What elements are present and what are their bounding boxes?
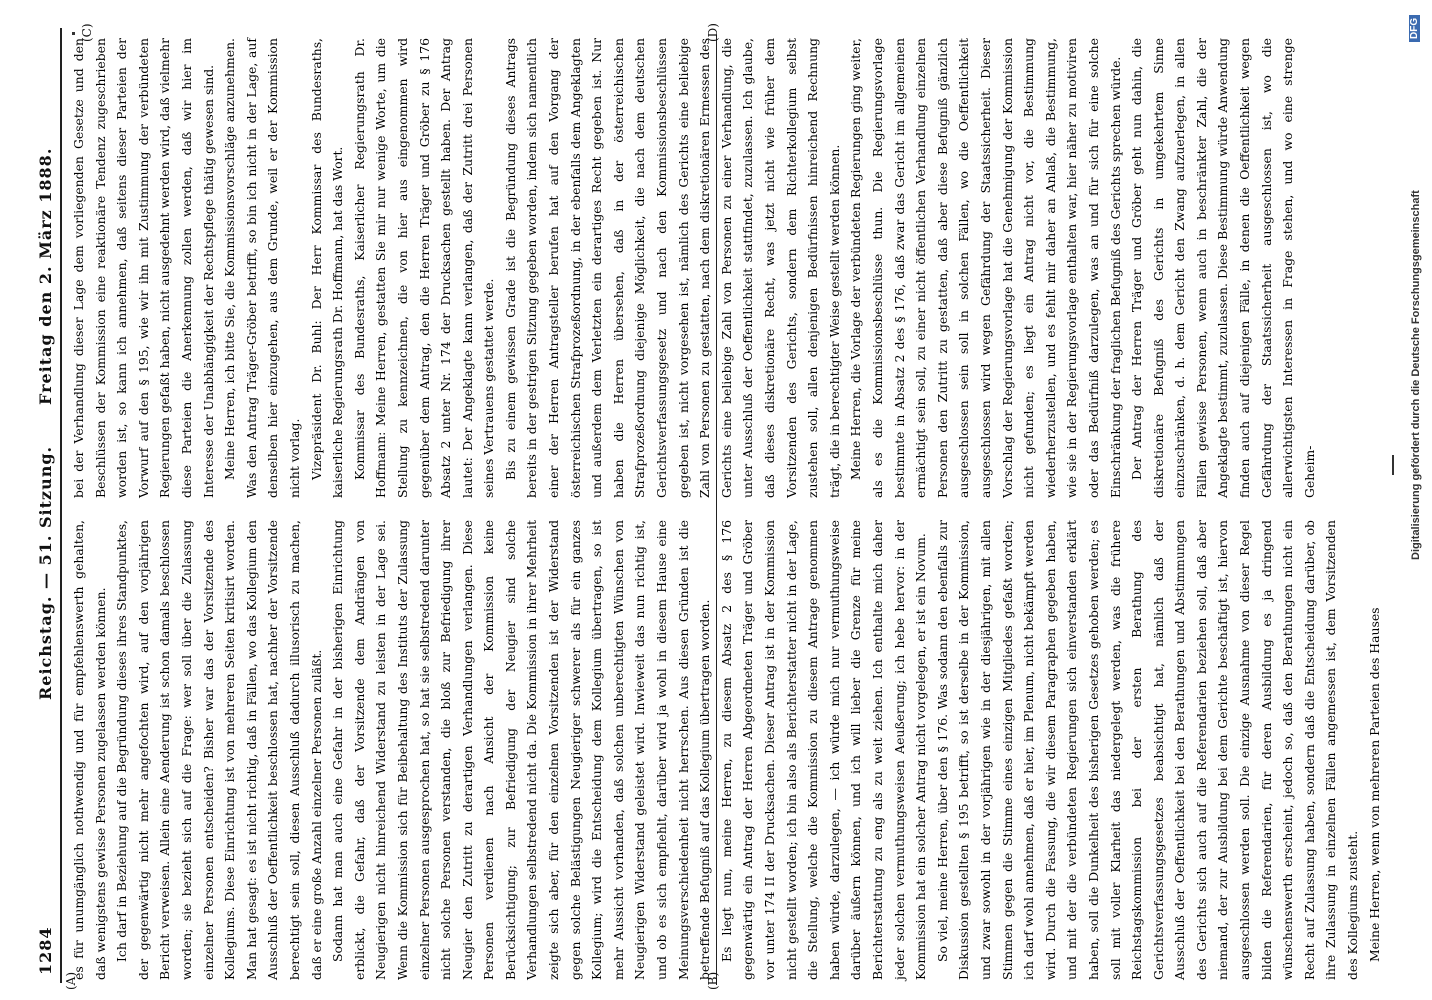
left-column xyxy=(68,520,1382,980)
scan-speck xyxy=(1392,455,1394,475)
right-paragraph: bei der Verhandlung dieser Lage dem vorliegenden Gesetze und den Beschlüssen der Kommission eine reaktionäre Tendenz zugeschrieben worden ist, so kann ich annehmen, daß seitens dieser Parteien der Vorwurf auf den § 195, wie wir ihn mit Zustimmung der verbündeten Regierungen gefaßt haben, nicht ausgedehnt werden wird, daß vielmehr diese Parteien die Anerkennung zollen werden, daß wir hier im Interesse der Unabhängigkeit der Rechtspflege thätig gewesen sind. xyxy=(71,38,216,498)
right-paragraph: Meine Herren, ich bitte Sie, die Kommissionsvorschläge anzunehmen. Was den Antrag Träger-Gröber betrifft, so bin ich nicht in der Lage, auf denselben hier einzugehen, aus dem Grunde, weil er der Kommission nicht vorlag. xyxy=(222,38,302,498)
left-paragraph: Meine Herren, wenn von mehreren Parteien des Hauses xyxy=(1366,607,1382,962)
right-column xyxy=(68,38,1317,498)
digitization-note xyxy=(1410,190,1422,560)
right-paragraph: Vizepräsident Dr. Buhl: Der Herr Kommissar des Bundesraths, kaiserliche Regierungsrath Dr. Hoffmann, hat das Wort. xyxy=(308,38,346,498)
date-line: Freitag den 2. März 1888. xyxy=(36,147,55,405)
right-paragraph: Der Antrag der Herren Träger und Gröber geht nun dahin, die diskretionäre Befugniß des Gerichts in umgekehrtem Sinne einzuschränken, d. h. dem Gericht den Zwang aufzuerlegen, in allen Fällen gewisse Personen, wenn auch in beschränkter Zahl, die der Angeklagte bestimmt, zuzulassen. Diese Bestimmung würde Anwendung finden auch auf diejenigen Fälle, in denen die Oeffentlichkeit wegen Gefährdung der Staatssicherheit ausgeschlossen ist, wo die allerwichtigsten Interessen in Frage stehen, und wo eine strenge Geheim- xyxy=(1129,38,1317,498)
right-paragraph: Kommissar des Bundesraths, Kaiserlicher Regierungsrath Dr. Hoffmann: Meine Herren, gestatten Sie mir nur wenige Worte, um die Stellung zu kennzeichnen, die von hier aus eingenommen wird gegenüber dem Antrag, den die Herren Träger und Gröber zu § 176 Absatz 2 unter Nr. 174 der Drucksachen gestellt haben. Der Antrag lautet: Der Angeklagte kann verlangen, daß der Zutritt drei Personen seines Vertrauens gestattet werde. xyxy=(351,38,497,498)
section-title: Reichstag. — 51. Sitzung. xyxy=(36,445,55,700)
right-paragraph: Bis zu einem gewissen Grade ist die Begründung dieses Antrags bereits in der gestrigen Sitzung gegeben worden, indem sich namentlich einer der Herren Antragsteller berufen hat auf den Vorgang der österreichischen Strafprozeßordnung, in der ebenfalls dem Angeklagten und außerdem dem Verletzten ein derartiges Recht gegeben ist. Nur haben die Herren übersehen, daß in der österreichischen Strafprozeßordnung diejenige Möglichkeit, die nach dem deutschen Gerichtsverfassungsgesetz und nach den Kommissionsbeschlüssen gegeben ist, nicht vorgesehen ist, nämlich des Gerichts eine beliebige Zahl von Personen zu gestatten, nach dem diskretionären Ermessen des Gerichts eine beliebige Zahl von Personen zu einer Verhandlung, die unter Ausschluß der Oeffentlichkeit stattfindet, zuzulassen. Ich glaube, daß dieses diskretionäre Recht, was jetzt nicht wie früher dem Vorsitzenden des Gerichts, sondern dem Richterkollegium selbst zustehen soll, allen denjenigen Bedürfnissen hinreichend Rechnung trägt, die in berechtigter Weise gestellt werden können. xyxy=(502,38,842,498)
left-paragraph: Ich darf in Beziehung auf die Begründung dieses ihres Standpunktes, der gegenwärtig nicht mehr angefochten wird, auf den vorjährigen Bericht verweisen. Allein eine Aenderung ist schon damals beschlossen worden; sie bezieht sich auf die Frage: wer soll über die Zulassung einzelner Personen entscheiden? Bisher war das der Vorsitzende des Kollegiums. Diese Einrichtung ist von mehreren Seiten kritisirt worden. Man hat gesagt: es ist nicht richtig, daß in Fällen, wo das Kollegium den Ausschluß der Oeffentlichkeit beschlossen hat, nachher der Vorsitzende berechtigt sein soll, diesen Ausschluß dadurch illusorisch zu machen, daß er eine große Anzahl einzelner Personen zuläßt. xyxy=(114,520,324,980)
dfg-logo xyxy=(1408,11,1420,42)
header-rule xyxy=(60,28,62,983)
margin-mark-d: (D) xyxy=(706,23,720,42)
scan-speck xyxy=(72,32,75,35)
page-number: 1284 xyxy=(36,926,55,975)
margin-mark-a: (A) xyxy=(64,971,78,990)
left-paragraph: es für unumgänglich nothwendig und für empfehlenswerth gehalten, daß wenigstens gewisse Personen zugelassen werden können. xyxy=(71,520,108,980)
margin-mark-b: (B) xyxy=(706,971,720,990)
dfg-logo-mark: DFG xyxy=(1409,15,1420,42)
left-paragraph: So viel, meine Herren, über den § 176. Was sodann den ebenfalls zur Diskussion gestellten § 195 betrifft, so ist derselbe in der Kommission, und zwar sowohl in der vorjährigen wie in der diesjährigen, mit allen Stimmen gegen die Stimme eines einzigen Mitgliedes gefaßt worden; ich darf wohl annehmen, daß er hier, im Plenum, nicht bekämpft werden wird. Durch die Fassung, die wir diesem Paragraphen gegeben haben, und mit der die verbündeten Regierungen sich einverstanden erklärt haben, soll die Dunkelheit des bisherigen Gesetzes gehoben werden; es soll mit voller Klarheit das niedergelegt werden, was die frühere Reichstagskommission bei der ersten Berathung des Gerichtsverfassungsgesetzes beabsichtigt hat, nämlich daß der Ausschluß der Oeffentlichkeit bei den Berathungen und Abstimmungen des Gerichts sich auch auf die Referendarien beziehen soll, daß aber niemand, der zur Ausbildung bei dem Gerichte beschäftigt ist, hiervon ausgeschlossen werden soll. Die einzige Ausnahme von dieser Regel bilden die Referendarien, für deren Ausbildung es ja dringend wünschenswerth erscheint, jedoch so, daß den Berathungen nicht ein Recht auf Zulassung haben, sondern daß die Entscheidung darüber, ob ihre Zulassung in einzelnen Fällen angemessen ist, dem Vorsitzenden des Kollegiums zusteht. xyxy=(934,520,1361,980)
right-paragraph: Meine Herren, die Vorlage der verbündeten Regierungen ging weiter, als es die Kommissionsbeschlüsse thun. Die Regierungsvorlage bestimmte in Absatz 2 des § 176, daß zwar das Gericht im allgemeinen ermächtigt sein soll, zu einer nicht öffentlichen Verhandlung einzelnen Personen den Zutritt zu gestatten, daß aber diese Befugniß gänzlich ausgeschlossen sein soll in solchen Fällen, wo die Oeffentlichkeit ausgeschlossen wird wegen Gefährdung der Staatssicherheit. Dieser Vorschlag der Regierungsvorlage hat die Genehmigung der Kommission nicht gefunden; es liegt ein Antrag nicht vor, die Bestimmung wiederherzustellen, und es fehlt mir daher an Anlaß, die Bestimmung, wie sie in der Regierungsvorlage enthalten war, hier näher zu motiviren oder das Bedürfniß darzulegen, was an und für sich für eine solche Einschränkung der fraglichen Befugniß des Gerichts sprechen würde. xyxy=(848,38,1123,498)
left-paragraph: Sodann hat man auch eine Gefahr in der bisherigen Einrichtung erblickt, die Gefahr, daß der Vorsitzende dem Andrängen von Neugierigen nicht hinreichend Widerstand zu leisten in der Lage sei. Wenn die Kommission sich für Beibehaltung des Instituts der Zulassung einzelner Personen ausgesprochen hat, so hat sie selbstredend darunter nicht solche Personen verstanden, die bloß zur Befriedigung ihrer Neugier den Zutritt zu derartigen Verhandlungen verlangen. Diese Personen verdienen nach Ansicht der Kommission keine Berücksichtigung; zur Befriedigung der Neugier sind solche Verhandlungen selbstredend nicht da. Die Kommission in ihrer Mehrheit zeigte sich aber, für den einzelnen Vorsitzenden ist der Widerstand gegen solche Belästigungen Neugieriger schwerer als für ein ganzes Kollegium; wird die Entscheidung dem Kollegium übertragen, so ist mehr Aussicht vorhanden, daß solchen unberechtigten Wünschen von Neugierigen Widerstand geleistet wird. Inwieweit das nun richtig ist, und ob es sich empfiehlt, darüber wird ja wohl in diesem Hause eine Meinungsverschiedenheit nicht herrschen. Aus diesen Gründen ist die betreffende Befugniß auf das Kollegium übertragen worden. xyxy=(330,520,713,980)
footer-note: Digitalisierung gefördert durch die Deutsche Forschungsgemeinschaft xyxy=(1410,190,1422,560)
left-paragraph: Es liegt nun, meine Herren, zu diesem Absatz 2 des § 176 gegenwärtig ein Antrag der Herren Abgeordneten Träger und Gröber vor unter 174 II der Drucksachen. Dieser Antrag ist in der Kommission nicht gestellt worden; ich bin also als Berichterstatter nicht in der Lage, die Stellung, welche die Kommission zu diesem Antrage genommen haben würde, darzulegen, — ich würde mich nur vermuthungsweise darüber äußern können, und ich will lieber die Grenze für meine Berichterstattung zu eng als zu weit ziehen. Ich enthalte mich daher jeder solchen vermuthungsweisen Aeußerung; ich hebe hervor: in der Kommission hat ein solcher Antrag nicht vorgelegen, er ist ein Novum. xyxy=(718,520,929,980)
margin-mark-c: (C) xyxy=(80,23,94,42)
